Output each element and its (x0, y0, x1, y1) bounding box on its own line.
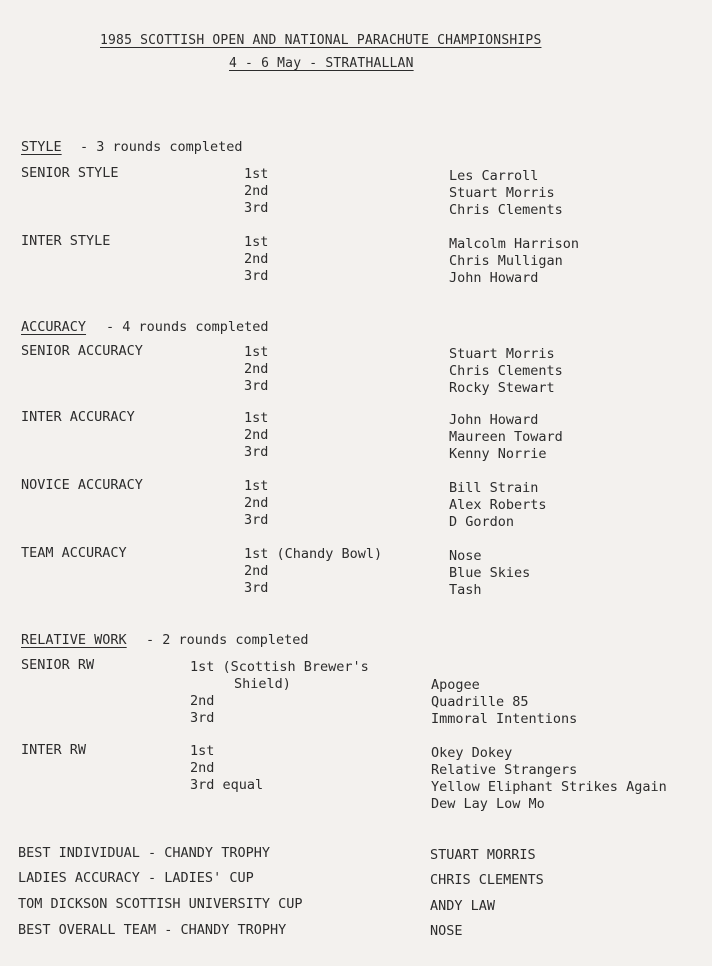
winner-name: Nose (449, 548, 482, 564)
award-label: BEST OVERALL TEAM - CHANDY TROPHY (18, 922, 287, 938)
inter-style-names (449, 236, 579, 287)
award-label: BEST INDIVIDUAL - CHANDY TROPHY (18, 845, 270, 861)
place: 1st (244, 478, 269, 494)
rw-heading: RELATIVE WORK (21, 632, 127, 648)
place: 3rd (244, 580, 269, 596)
winner-name: Dew Lay Low Mo (431, 796, 545, 812)
inter-accuracy-places (244, 410, 268, 461)
winner-name: Tash (449, 582, 482, 598)
winner-name: Relative Strangers (431, 762, 578, 778)
winner-name: Chris Mulligan (449, 253, 563, 269)
winner-name: Chris Clements (449, 363, 563, 379)
senior-accuracy-places (244, 344, 268, 395)
team-accuracy-label: TEAM ACCURACY (21, 545, 127, 561)
place: 1st (190, 743, 215, 759)
rw-note: - 2 rounds completed (146, 632, 309, 648)
winner-name: Quadrille 85 (431, 694, 529, 710)
winner-name: Stuart Morris (449, 185, 555, 201)
novice-accuracy-places (244, 478, 268, 529)
place: 1st (244, 166, 269, 182)
place: 3rd (244, 444, 269, 460)
winner-name: Rocky Stewart (449, 380, 555, 396)
winner-name: Bill Strain (449, 480, 539, 496)
place: 1st (244, 234, 269, 250)
award-winner: CHRIS CLEMENTS (430, 872, 544, 888)
place: 3rd (244, 378, 269, 394)
senior-rw-first: 1st (Scottish Brewer's (190, 659, 369, 675)
page-subtitle: 4 - 6 May - STRATHALLAN (229, 56, 414, 71)
place: 1st (244, 344, 269, 360)
place: 2nd (190, 760, 215, 776)
award-label: TOM DICKSON SCOTTISH UNIVERSITY CUP (18, 896, 303, 912)
place: 2nd (244, 251, 269, 267)
novice-accuracy-label: NOVICE ACCURACY (21, 477, 143, 493)
place: 3rd (244, 200, 269, 216)
accuracy-note: - 4 rounds completed (106, 319, 269, 335)
winner-name: Les Carroll (449, 168, 539, 184)
senior-rw-label: SENIOR RW (21, 657, 95, 673)
winner-name: Okey Dokey (431, 745, 513, 761)
winner-name: Alex Roberts (449, 497, 547, 513)
senior-rw-names (431, 677, 577, 728)
winner-name: Malcolm Harrison (449, 236, 580, 252)
team-accuracy-names (449, 548, 530, 599)
inter-rw-names (431, 745, 667, 813)
accuracy-heading: ACCURACY (21, 319, 87, 335)
winner-name: Immoral Intentions (431, 711, 578, 727)
page-title: 1985 SCOTTISH OPEN AND NATIONAL PARACHUTE CHAMPIONSHIPS (100, 33, 542, 48)
senior-rw-first-cont: Shield) (234, 676, 291, 692)
winner-name: John Howard (449, 270, 539, 286)
style-note: - 3 rounds completed (80, 139, 243, 155)
senior-rw-second: 2nd (190, 693, 215, 709)
inter-style-label: INTER STYLE (21, 233, 111, 249)
inter-accuracy-names (449, 412, 563, 463)
inter-style-places (244, 234, 268, 285)
novice-accuracy-names (449, 480, 547, 531)
award-winner: ANDY LAW (430, 898, 496, 914)
place: 2nd (244, 427, 269, 443)
winner-name: D Gordon (449, 514, 515, 530)
inter-rw-label: INTER RW (21, 742, 87, 758)
senior-style-names (449, 168, 563, 219)
place: 3rd (244, 512, 269, 528)
style-heading: STYLE (21, 139, 62, 155)
place: 3rd equal (190, 777, 264, 793)
winner-name: Maureen Toward (449, 429, 563, 445)
place: 2nd (244, 563, 269, 579)
place: 2nd (244, 495, 269, 511)
award-label: LADIES ACCURACY - LADIES' CUP (18, 870, 254, 886)
inter-accuracy-label: INTER ACCURACY (21, 409, 135, 425)
senior-style-places (244, 166, 268, 217)
winner-name: Chris Clements (449, 202, 563, 218)
award-winner: STUART MORRIS (430, 847, 536, 863)
inter-rw-places (190, 743, 263, 794)
winner-name: Kenny Norrie (449, 446, 547, 462)
senior-rw-third: 3rd (190, 710, 215, 726)
winner-name: Blue Skies (449, 565, 531, 581)
place: 2nd (244, 361, 269, 377)
senior-style-label: SENIOR STYLE (21, 165, 119, 181)
place: 1st (244, 410, 269, 426)
place: 2nd (244, 183, 269, 199)
team-accuracy-places (244, 546, 382, 597)
place: 1st (Chandy Bowl) (244, 546, 383, 562)
winner-name: Stuart Morris (449, 346, 555, 362)
award-winner: NOSE (430, 923, 463, 939)
place: 3rd (244, 268, 269, 284)
senior-accuracy-names (449, 346, 563, 397)
winner-name: Apogee (431, 677, 480, 693)
senior-accuracy-label: SENIOR ACCURACY (21, 343, 143, 359)
winner-name: John Howard (449, 412, 539, 428)
winner-name: Yellow Eliphant Strikes Again (431, 779, 667, 795)
